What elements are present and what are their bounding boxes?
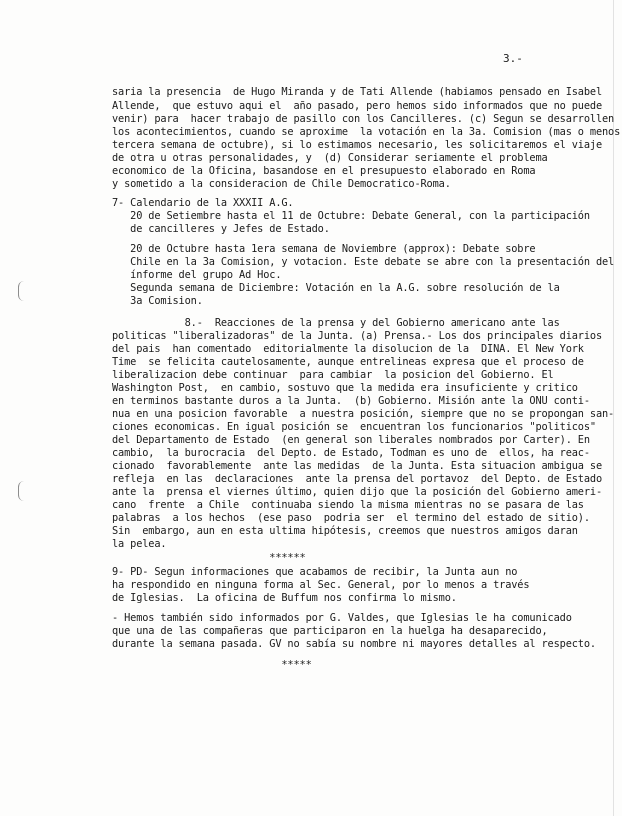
text-line: de Iglesias. La oficina de Buffum nos confirma lo mismo.	[112, 592, 457, 604]
text-line: 20 de Setiembre hasta el 11 de Octubre: Debate General, con la participación	[112, 210, 590, 222]
text-line: ínforme del grupo Ad Hoc.	[112, 269, 282, 281]
text-line: 20 de Octubre hasta 1era semana de Noviembre (approx): Debate sobre	[112, 243, 536, 255]
page-number: 3.-	[503, 52, 523, 65]
text-line: cionado favorablemente ante las medidas de la Junta. Esta situacion ambigua se	[112, 460, 602, 472]
text-line: palabras a los hechos (ese paso podria ser el termino del estado de sitio).	[112, 512, 590, 524]
section-heading: 8.- Reacciones de la prensa y del Gobierno americano ante las	[112, 317, 560, 329]
text-line: del pais han comentado editorialmente la disolucion de la DINA. El New York	[112, 343, 584, 355]
text-line: Segunda semana de Diciembre: Votación en la A.G. sobre resolución de la	[112, 282, 560, 294]
text-line: - Hemos también sido informados por G. Valdes, que Iglesias le ha comunicado	[112, 612, 572, 624]
text-line: que una de las compañeras que participaron en la huelga ha desaparecido,	[112, 625, 548, 637]
text-line: tercera semana de octubre), si lo estimamos necesario, les solicitaremos el viaje	[112, 139, 602, 151]
text-line: durante la semana pasada. GV no sabía su nombre ni mayores detalles al respecto.	[112, 638, 596, 650]
separator-stars: *****	[112, 659, 312, 671]
text-line: cano frente a Chile continuaba siendo la misma mientras no se pasara de las	[112, 499, 584, 511]
text-line: politicas "liberalizadoras" de la Junta. (a) Prensa.- Los dos principales diarios	[112, 330, 602, 342]
text-line: ante la prensa el viernes último, quien dijo que la posición del Gobierno ameri-	[112, 486, 602, 498]
text-line: ciones economicas. En igual posición se encuentran los funcionarios "politicos"	[112, 421, 596, 433]
text-line: de otra u otras personalidades, y (d) Considerar seriamente el problema	[112, 152, 548, 164]
text-line: ha respondido en ninguna forma al Sec. General, por lo menos a través	[112, 579, 530, 591]
separator-stars: ******	[112, 552, 306, 564]
text-line: en terminos bastante duros a la Junta. (b) Gobierno. Misión ante la ONU conti-	[112, 395, 590, 407]
punch-hole-mark	[18, 281, 24, 301]
text-line: Sin embargo, aun en esta ultima hipótesis, creemos que nuestros amigos daran	[112, 525, 578, 537]
text-line: la pelea.	[112, 538, 167, 550]
text-line: refleja en las declaraciones ante la prensa del portavoz del Depto. de Estado	[112, 473, 602, 485]
text-line: cambio, la burocracia del Depto. de Estado, Todman es uno de ellos, ha reac-	[112, 447, 590, 459]
text-line: Chile en la 3a Comision, y votacion. Este debate se abre con la presentación del	[112, 256, 615, 268]
text-line: de cancilleres y Jefes de Estado.	[112, 223, 330, 235]
text-line: y sometido a la consideracion de Chile Democratico-Roma.	[112, 178, 451, 190]
text-line: 3a Comision.	[112, 295, 203, 307]
text-line: liberalizacion debe continuar para cambiar la posicion del Gobierno. El	[112, 369, 554, 381]
text-line: saria la presencia de Hugo Miranda y de Tati Allende (habiamos pensado en Isabel	[112, 86, 602, 98]
text-line: Allende, que estuvo aqui el año pasado, pero hemos sido informados que no puede	[112, 100, 602, 112]
punch-hole-mark	[18, 481, 24, 501]
text-line: del Departamento de Estado (en general son liberales nombrados por Carter). En	[112, 434, 590, 446]
text-line: nua en una posicion favorable a nuestra posición, siempre que no se propongan san-	[112, 408, 615, 420]
text-line: venir) para hacer trabajo de pasillo con los Cancilleres. (c) Segun se desarrollen	[112, 113, 615, 125]
text-line: los acontecimientos, cuando se aproxime la votación en la 3a. Comision (mas o menos	[112, 126, 621, 138]
text-line: Washington Post, en cambio, sostuvo que la medida era insuficiente y critico	[112, 382, 578, 394]
text-line: 9- PD- Segun informaciones que acabamos de recibir, la Junta aun no	[112, 566, 518, 578]
text-line: Time se felicita cautelosamente, aunque entrelineas expresa que el proceso de	[112, 356, 584, 368]
section-heading: 7- Calendario de la XXXII A.G.	[112, 197, 294, 209]
text-line: economico de la Oficina, basandose en el presupuesto elaborado en Roma	[112, 165, 536, 177]
